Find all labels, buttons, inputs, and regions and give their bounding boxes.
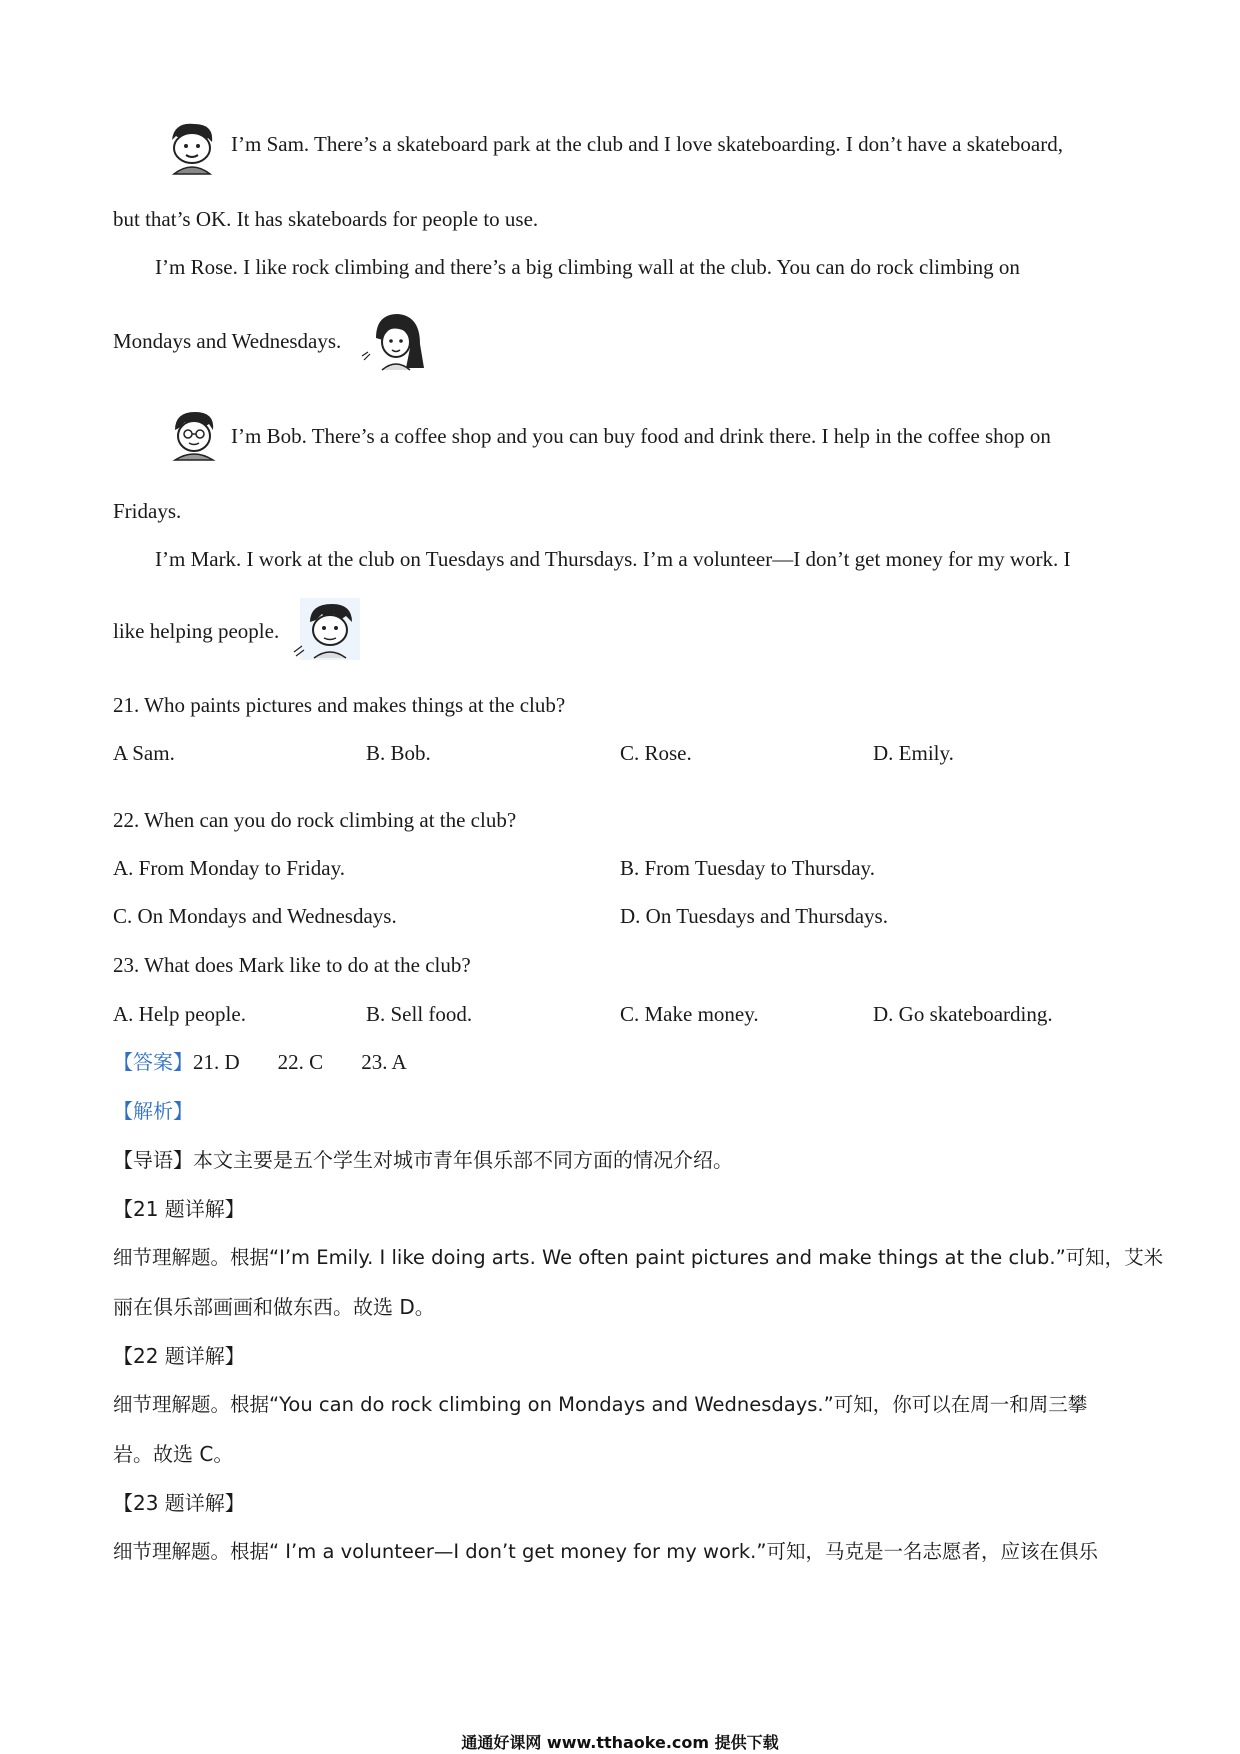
answer-22: 22. C [277, 1050, 324, 1074]
question-22-option-c: C. On Mondays and Wednesdays. [113, 904, 397, 928]
question-22-stem: 22. When can you do rock climbing at the club? [113, 808, 517, 832]
q21-detail-title: 【21 题详解】 [113, 1197, 245, 1221]
q21-detail-line-1: 细节理解题。根据“I’m Emily. I like doing arts. We often paint pictures and make things at the club.”可知，艾米 [113, 1246, 1164, 1269]
q22-detail-line-1: 细节理解题。根据“You can do rock climbing on Mondays and Wednesdays.”可知，你可以在周一和周三攀 [113, 1393, 1088, 1416]
rose-cartoon-icon [358, 308, 430, 374]
bob-line-1: I’m Bob. There’s a coffee shop and you can buy food and drink there. I help in the coffee shop on [231, 424, 1051, 448]
sam-cartoon-icon [160, 118, 224, 176]
bob-cartoon-icon [165, 408, 223, 462]
question-23-option-d: D. Go skateboarding. [873, 1002, 1053, 1026]
answer-label: 【答案】 [113, 1050, 193, 1074]
answer-23: 23. A [361, 1050, 407, 1074]
q22-detail-title: 【22 题详解】 [113, 1344, 245, 1368]
question-21-option-a: A Sam. [113, 741, 175, 765]
question-23-stem: 23. What does Mark like to do at the club? [113, 953, 471, 977]
question-22-option-b: B. From Tuesday to Thursday. [620, 856, 875, 880]
rose-line-2: Mondays and Wednesdays. [113, 329, 342, 353]
analysis-intro: 【导语】本文主要是五个学生对城市青年俱乐部不同方面的情况介绍。 [113, 1148, 733, 1172]
question-21-option-b: B. Bob. [366, 741, 431, 765]
answer-21: 21. D [193, 1050, 240, 1074]
mark-cartoon-icon [292, 596, 364, 662]
q23-detail-title: 【23 题详解】 [113, 1491, 245, 1515]
sam-line-1: I’m Sam. There’s a skateboard park at the club and I love skateboarding. I don’t have a skateboard, [231, 132, 1063, 156]
question-23-option-a: A. Help people. [113, 1002, 246, 1026]
analysis-label: 【解析】 [113, 1099, 193, 1123]
question-23-option-c: C. Make money. [620, 1002, 759, 1026]
page-footer: 通通好课网 www.tthaoke.com 提供下载 [461, 1733, 779, 1752]
question-23-option-b: B. Sell food. [366, 1002, 473, 1026]
sam-line-2: but that’s OK. It has skateboards for people to use. [113, 207, 539, 231]
question-21-option-c: C. Rose. [620, 741, 692, 765]
q21-detail-line-2: 丽在俱乐部画画和做东西。故选 D。 [113, 1295, 435, 1319]
question-21-stem: 21. Who paints pictures and makes things at the club? [113, 693, 566, 717]
answer-row [113, 1052, 407, 1073]
question-22-option-d: D. On Tuesdays and Thursdays. [620, 904, 888, 928]
question-21-option-d: D. Emily. [873, 741, 954, 765]
mark-line-2: like helping people. [113, 619, 280, 643]
rose-line-1: I’m Rose. I like rock climbing and there’s a big climbing wall at the club. You can do rock climbing on [155, 255, 1020, 279]
question-22-option-a: A. From Monday to Friday. [113, 856, 345, 880]
mark-line-1: I’m Mark. I work at the club on Tuesdays and Thursdays. I’m a volunteer—I don’t get money for my work. I [155, 547, 1071, 571]
q23-detail-line-1: 细节理解题。根据“ I’m a volunteer—I don’t get money for my work.”可知，马克是一名志愿者，应该在俱乐 [113, 1540, 1098, 1563]
bob-line-2: Fridays. [113, 499, 182, 523]
q22-detail-line-2: 岩。故选 C。 [113, 1442, 234, 1466]
